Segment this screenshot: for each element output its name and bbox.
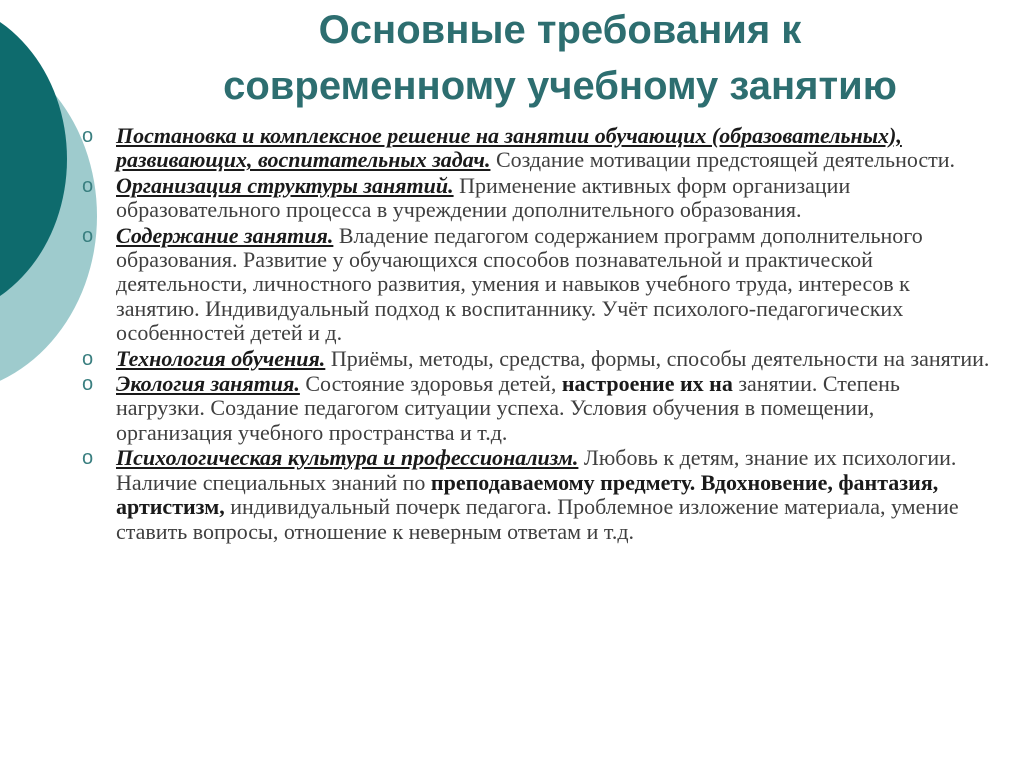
- bullet-circle-icon: o: [82, 373, 94, 396]
- item-text: Приёмы, методы, средства, формы, способы деятельности на занятии.: [325, 345, 990, 371]
- item-text-bold: преподаваемому предмету. Вдохновение, фантазия, артистизм,: [116, 469, 939, 520]
- item-heading: Экология занятия.: [116, 371, 300, 397]
- list-item: [82, 446, 992, 544]
- list-item: [82, 224, 992, 346]
- list-item: [82, 124, 992, 173]
- list-item: [82, 347, 992, 371]
- list-item: [82, 372, 992, 445]
- item-text-continued: занятии. Степень нагрузки. Создание педагогом ситуации успеха. Условия обучения в помещении, организация учебного пространства и т.д.: [116, 371, 900, 445]
- item-text-continued: индивидуальный почерк педагога. Проблемное изложение материала, умение ставить вопросы, отношение к неверным ответам и т.д.: [116, 494, 959, 544]
- item-text: Состояние здоровья детей,: [299, 371, 562, 397]
- item-text: Любовь к детям, знание их психологии. Наличие специальных знаний по: [116, 445, 957, 495]
- bullet-circle-icon: o: [82, 224, 94, 247]
- title-line-1: Основные требования к: [318, 8, 802, 52]
- item-heading: Организация структуры занятий.: [116, 172, 454, 198]
- item-heading: Содержание занятия.: [116, 222, 334, 248]
- page-title: [120, 2, 1000, 114]
- list-item: [82, 174, 992, 223]
- title-line-2: современному учебному занятию: [223, 64, 897, 108]
- bullet-circle-icon: o: [82, 174, 94, 197]
- item-text: Владение педагогом содержанием программ дополнительного образования. Развитие у обучающихся способов познавательной и практической деятельности, личностного развития, умения и навыков учебного труда, интересов к занятию. Индивидуальный подход к воспитаннику. Учёт психолого-педагогических особенностей детей и д.: [116, 222, 923, 346]
- item-heading: Психологическая культура и профессионализм.: [116, 445, 579, 471]
- item-heading: Технология обучения.: [116, 345, 326, 371]
- item-text: Создание мотивации предстоящей деятельности.: [490, 147, 956, 173]
- item-text-bold: настроение их на: [561, 371, 733, 397]
- bullet-circle-icon: o: [82, 125, 94, 147]
- bullet-circle-icon: o: [82, 447, 94, 470]
- requirements-list: [82, 124, 992, 545]
- bullet-circle-icon: o: [82, 347, 94, 370]
- item-heading: Постановка и комплексное решение на занятии обучающих (образовательных), развивающих, воспитательных задач.: [116, 123, 902, 173]
- item-text: Применение активных форм организации образовательного процесса в учреждении дополнительного образования.: [116, 172, 851, 223]
